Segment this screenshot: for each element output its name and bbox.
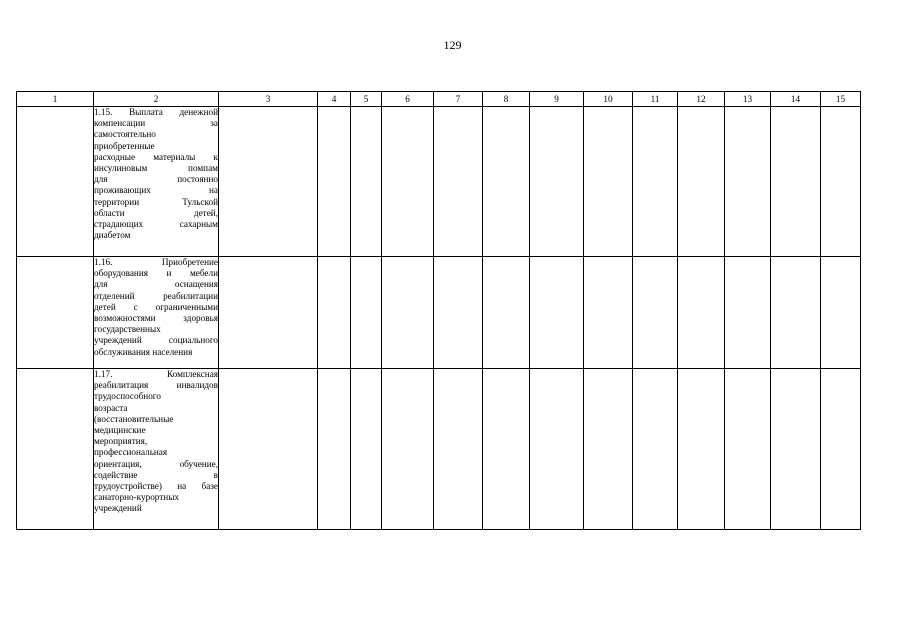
empty-cell — [483, 257, 530, 369]
column-header-10: 10 — [584, 92, 633, 107]
description-line: для постоянно — [94, 174, 218, 185]
empty-cell — [678, 369, 725, 530]
column-header-2: 2 — [94, 92, 219, 107]
description-line: для оснащения — [94, 279, 218, 290]
description-line: содействие в — [94, 469, 218, 480]
empty-cell — [483, 369, 530, 530]
table-row — [17, 107, 861, 257]
empty-cell — [678, 107, 725, 257]
description-line: оборудования и мебели — [94, 268, 218, 279]
description-line: учреждений социального — [94, 335, 218, 346]
description-line: 1.15. Выплата денежной — [94, 107, 218, 117]
empty-cell — [771, 257, 821, 369]
empty-cell — [17, 369, 94, 530]
empty-cell — [382, 257, 434, 369]
column-header-6: 6 — [382, 92, 434, 107]
empty-cell — [351, 369, 382, 530]
measure-description-cell — [94, 257, 219, 369]
empty-cell — [483, 107, 530, 257]
description-line: страдающих сахарным — [94, 219, 218, 230]
empty-cell — [633, 369, 678, 530]
description-line: самостоятельно — [94, 129, 156, 140]
empty-cell — [219, 107, 318, 257]
description-line: возможностями здоровья — [94, 313, 218, 324]
empty-cell — [678, 257, 725, 369]
page-number: 129 — [443, 38, 462, 52]
description-line: обслуживания населения — [94, 346, 193, 357]
description-line: ориентация, обучение, — [94, 458, 218, 469]
empty-cell — [434, 369, 483, 530]
empty-cell — [318, 369, 351, 530]
empty-cell — [584, 107, 633, 257]
empty-cell — [530, 257, 584, 369]
empty-cell — [530, 369, 584, 530]
empty-cell — [17, 257, 94, 369]
description-line: профессиональная — [94, 447, 168, 458]
empty-cell — [633, 257, 678, 369]
empty-cell — [725, 369, 771, 530]
empty-cell — [771, 369, 821, 530]
description-line: трудоспособного — [94, 391, 161, 402]
empty-cell — [382, 107, 434, 257]
description-line: реабилитация инвалидов — [94, 380, 218, 391]
empty-cell — [219, 369, 318, 530]
description-line: территории Тульской — [94, 196, 218, 207]
empty-cell — [584, 369, 633, 530]
empty-cell — [633, 107, 678, 257]
description-line: инсулиновым помпам — [94, 163, 218, 174]
description-line: возраста — [94, 402, 128, 413]
column-header-8: 8 — [483, 92, 530, 107]
description-line: компенсации за — [94, 118, 218, 129]
description-line: учреждений — [94, 503, 142, 514]
empty-cell — [351, 107, 382, 257]
description-line: 1.17. Комплексная — [94, 369, 218, 379]
column-header-11: 11 — [633, 92, 678, 107]
measure-description-cell — [94, 107, 219, 257]
table-row — [17, 369, 861, 530]
empty-cell — [725, 107, 771, 257]
column-header-9: 9 — [530, 92, 584, 107]
empty-cell — [821, 257, 861, 369]
description-line: диабетом — [94, 230, 131, 241]
empty-cell — [318, 257, 351, 369]
description-line: (восстановительные — [94, 413, 174, 424]
empty-cell — [584, 257, 633, 369]
empty-cell — [351, 257, 382, 369]
column-header-13: 13 — [725, 92, 771, 107]
column-header-12: 12 — [678, 92, 725, 107]
description-line: трудоустройстве) на базе — [94, 481, 218, 492]
empty-cell — [434, 107, 483, 257]
empty-cell — [771, 107, 821, 257]
description-line: санаторно-курортных — [94, 492, 179, 503]
description-line: медицинские — [94, 425, 146, 436]
empty-cell — [530, 107, 584, 257]
description-line: области детей, — [94, 207, 218, 218]
column-header-1: 1 — [17, 92, 94, 107]
empty-cell — [434, 257, 483, 369]
description-line: отделений реабилитации — [94, 290, 218, 301]
empty-cell — [318, 107, 351, 257]
column-header-4: 4 — [318, 92, 351, 107]
description-line: государственных — [94, 324, 161, 335]
measure-description-cell — [94, 369, 219, 530]
column-header-3: 3 — [219, 92, 318, 107]
column-header-5: 5 — [351, 92, 382, 107]
description-line: проживающих на — [94, 185, 218, 196]
description-line: детей с ограниченными — [94, 301, 218, 312]
description-line: мероприятия, — [94, 436, 148, 447]
empty-cell — [17, 107, 94, 257]
column-header-14: 14 — [771, 92, 821, 107]
empty-cell — [821, 107, 861, 257]
column-header-15: 15 — [821, 92, 861, 107]
empty-cell — [382, 369, 434, 530]
description-line: приобретенные — [94, 140, 155, 151]
table-row — [17, 257, 861, 369]
description-line: расходные материалы к — [94, 151, 218, 162]
header-row — [17, 92, 861, 107]
description-line: 1.16. Приобретение — [94, 257, 218, 267]
empty-cell — [821, 369, 861, 530]
empty-cell — [725, 257, 771, 369]
column-header-7: 7 — [434, 92, 483, 107]
data-table — [16, 91, 861, 530]
empty-cell — [219, 257, 318, 369]
